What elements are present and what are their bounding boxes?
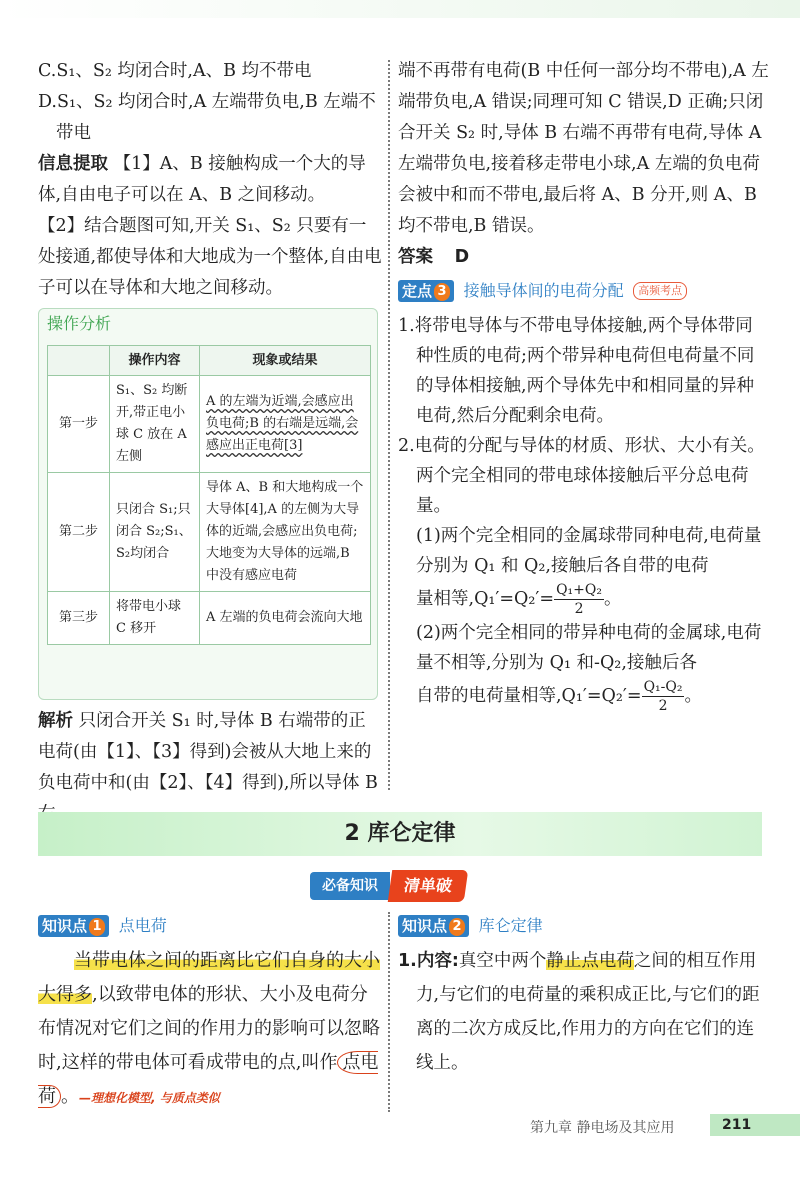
- badge-checklist: 清单破: [388, 870, 468, 902]
- step-label: 第一步: [48, 376, 110, 473]
- step-label: 第二步: [48, 473, 110, 592]
- badge-essential: 必备知识: [310, 872, 390, 900]
- operation-analysis-box: [38, 308, 378, 700]
- right-column-top: [398, 56, 770, 715]
- circled-term: 点电荷: [38, 1052, 379, 1107]
- step-result: 导体 A、B 和大地构成一个大导体[4],A 的左侧为大导体的近端,会感应出负电荷;大地变为大导体的远端,B 中没有感应电荷: [200, 473, 371, 592]
- fraction-sum: $\frac{\text{Q₁+Q₂}}{2}$: [556, 582, 602, 617]
- kp2-header: [398, 912, 770, 940]
- kp1-body: 当带电体之间的距离比它们自身的大小大得多,以致带电体的形状、大小及电荷分布情况对它们之间的作用力的影响可以忽略时,这样的带电体可看成带电的点,叫作 点电荷 。—理想化模型, 与质点类似: [38, 950, 380, 1107]
- answer-value: D: [454, 247, 470, 267]
- info-label: 信息提取: [38, 154, 108, 174]
- hot-topic-badge: 高频考点: [633, 282, 687, 300]
- column-divider: [388, 60, 390, 790]
- dingdian-point-1: 1.将带电导体与不带电导体接触,两个导体带同种性质的电荷;两个带异种电荷但电荷量不同的导体相接触,两个导体先中和相同量的异种电荷,然后分配剩余电荷。: [398, 316, 755, 426]
- explanation-text: 只闭合开关 S₁ 时,导体 B 右端带的正电荷(由【1】、【3】得到)会被从大地上来的负电荷中和(由【2】、【4】得到),所以导体 B: [38, 711, 378, 793]
- section-banner: [38, 812, 762, 856]
- dingdian-point-2: 2.电荷的分配与导体的材质、形状、大小有关。两个完全相同的带电球体接触后平分总电荷量。: [398, 436, 765, 516]
- step-result: A 的左端为近端,会感应出负电荷;B 的右端是远端,会感应出正电荷[3]: [200, 376, 371, 473]
- answer-line: [398, 242, 770, 273]
- info-point-1: 【1】A、B 接触构成一个大的导体,自由电子可以在 A、B 之间移动。: [38, 154, 366, 205]
- explanation-label: 解析: [38, 711, 73, 731]
- step-result: A 左端的负电荷会流向大地: [200, 592, 371, 645]
- table-header-blank: [48, 346, 110, 376]
- dingdian-title: 接触导体间的电荷分配: [463, 281, 624, 300]
- option-d-line2: 带电: [56, 123, 91, 143]
- explanation-continued: 端不再带有电荷(B 中任何一部分均不带电),A 左端带负电,A 错误;同理可知 C 错误,D 正确;只闭合开关 S₂ 时,导体 B 右端不再带有电荷,导体 A 左端带负电,接着移走带电小球,A 左端的负电荷会被中和而不带电,最后将 A、B 分开,则 A、B 均不带电,B 错误。: [398, 61, 769, 236]
- knowledge-point-1: [38, 912, 382, 1115]
- dingdian-case-2: (2)两个完全相同的带异种电荷的金属球,电荷量不相等,分别为 Q₁ 和-Q₂,接触后各 自带的电荷量相等,Q₁′=Q₂′= $\frac{\text{Q₁-Q₂}}{2}$ 。: [416, 623, 762, 714]
- kp2-highlight: 静止点电荷: [546, 951, 634, 971]
- table-header-result: 现象或结果: [200, 346, 371, 376]
- analysis-title: 操作分析: [47, 314, 112, 333]
- handwritten-note: —理想化模型, 与质点类似: [79, 1091, 220, 1105]
- table-row: [48, 592, 371, 645]
- knowledge-point-2: [398, 912, 770, 1080]
- kp1-title: 点电荷: [118, 916, 167, 935]
- info-point-2: 【2】结合题图可知,开关 S₁、S₂ 只要有一处接通,都使导体和大地成为一个整体,自由电子可以在导体和大地之间移动。: [38, 216, 382, 298]
- kp1-highlight-1: 当带电体之间的距离比它们自身的大: [74, 950, 362, 971]
- dingdian-number: 3: [434, 283, 450, 301]
- table-row: [48, 473, 371, 592]
- step-label: 第三步: [48, 592, 110, 645]
- info-extraction: [38, 149, 382, 211]
- chapter-footer: 第九章 静电场及其应用: [530, 1120, 675, 1136]
- table-row: [48, 376, 371, 473]
- kp2-tag: 知识点 2: [398, 915, 469, 937]
- operation-table: [47, 345, 371, 645]
- table-header-op: 操作内容: [110, 346, 200, 376]
- page-number: 211: [710, 1114, 800, 1136]
- step-operation: 将带电小球 C 移开: [110, 592, 200, 645]
- section-title: 2 库仑定律: [344, 821, 456, 846]
- kp1-highlight-2: 小大得多: [38, 950, 380, 1005]
- step-operation: S₁、S₂ 均断开,带正电小球 C 放在 A 左侧: [110, 376, 200, 473]
- dingdian-case-1: (1)两个完全相同的金属球带同种电荷,电荷量分别为 Q₁ 和 Q₂,接触后各自带的电荷 量相等,Q₁′=Q₂′= $\frac{\text{Q₁+Q₂}}{2}$ 。: [416, 526, 762, 617]
- answer-label: 答案: [398, 247, 433, 267]
- option-d-line1: D.S₁、S₂ 均闭合时,A 左端带负电,B 左端不: [38, 92, 376, 112]
- fraction-diff: $\frac{\text{Q₁-Q₂}}{2}$: [643, 679, 683, 714]
- option-c: C.S₁、S₂ 均闭合时,A、B 均不带电: [38, 61, 312, 81]
- step-operation: 只闭合 S₁;只闭合 S₂;S₁、S₂均闭合: [110, 473, 200, 592]
- dingdian-header: [398, 275, 770, 307]
- kp2-title: 库仑定律: [478, 916, 543, 935]
- dingdian-tag: 定点 3: [398, 280, 454, 302]
- top-gradient-bar: [0, 0, 800, 18]
- left-column-top: [38, 56, 382, 304]
- column-divider-lower: [388, 912, 390, 1112]
- kp2-content: 1.内容:真空中两个静止点电荷之间的相互作用力,与它们的电荷量的乘积成正比,与它们的距离的二次方成反比,作用力的方向在它们的连线上。: [398, 951, 760, 1073]
- kp1-header: [38, 912, 382, 940]
- kp1-tag: 知识点 1: [38, 915, 109, 937]
